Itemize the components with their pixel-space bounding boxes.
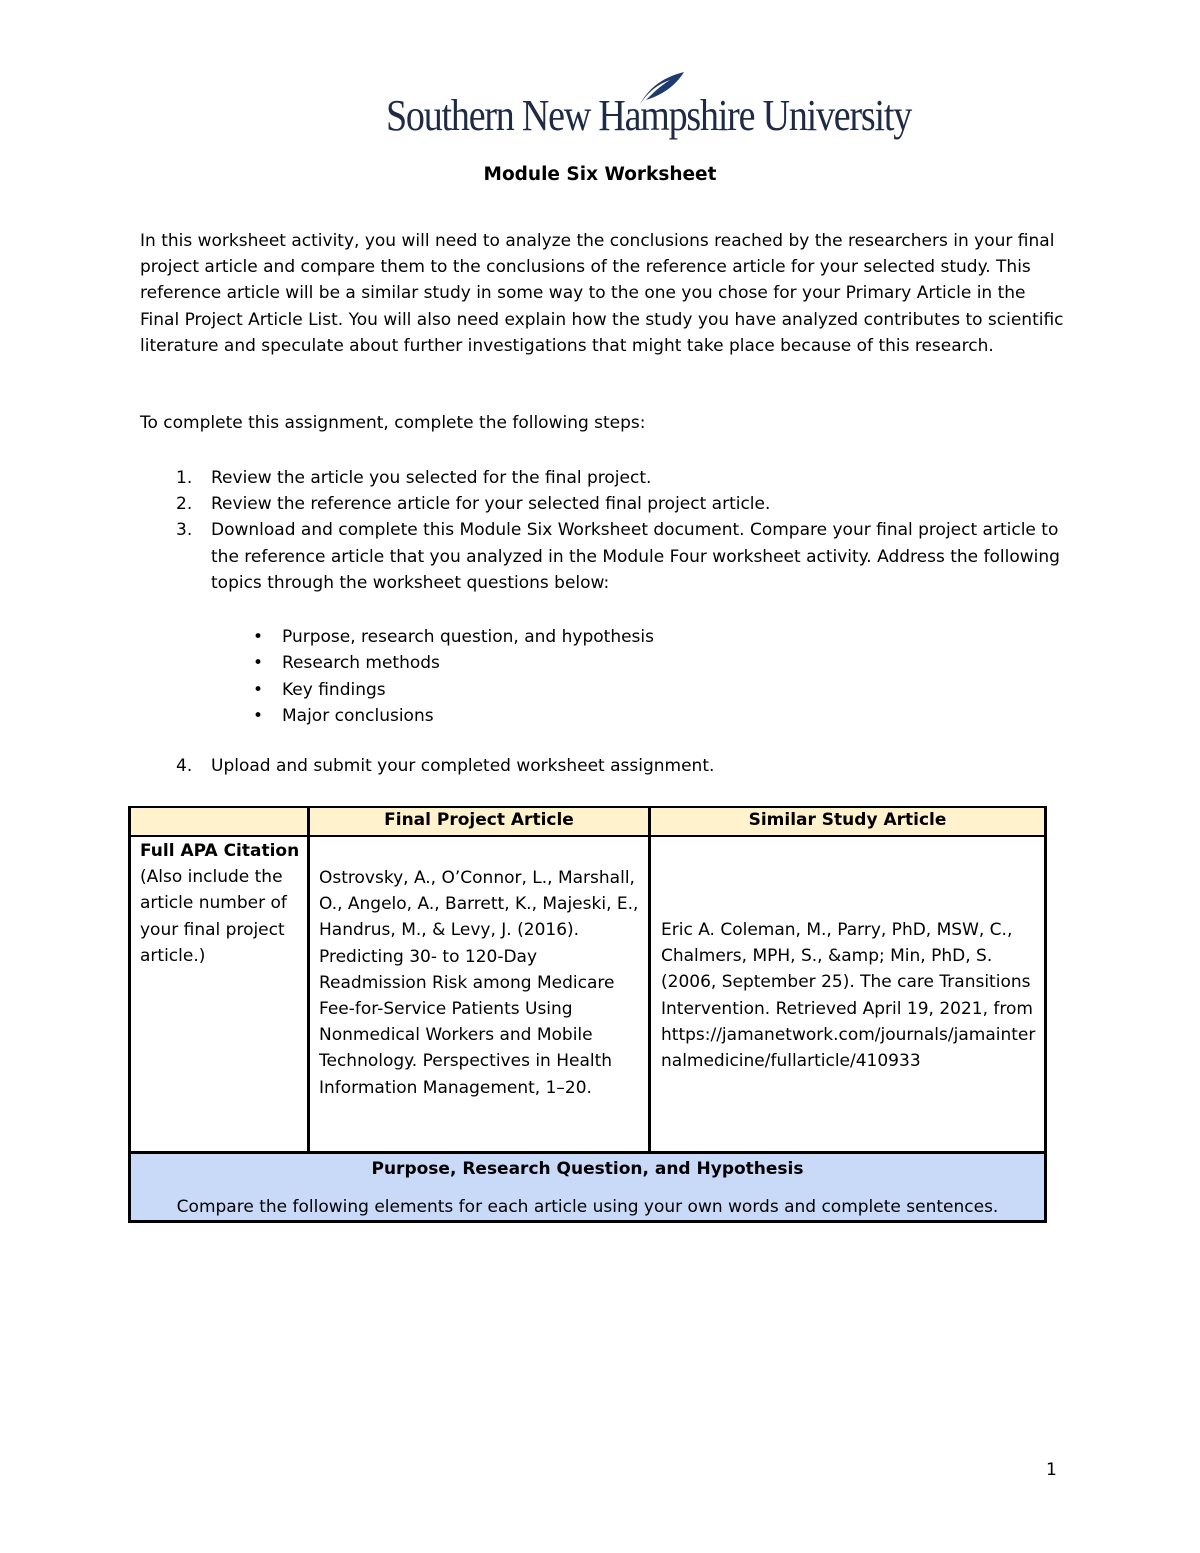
step-item: [140, 465, 1070, 491]
topic-text: Key findings: [282, 679, 386, 700]
table-border-top: [128, 806, 1047, 808]
section-title: Purpose, Research Question, and Hypothesis: [371, 1159, 804, 1179]
document-title: Module Six Worksheet: [483, 164, 717, 185]
header-similar-study-article: Similar Study Article: [748, 810, 947, 830]
table-border-bottom: [128, 1220, 1047, 1223]
step-item: [140, 491, 1070, 517]
topic-text: Purpose, research question, and hypothesis: [282, 627, 654, 647]
page-number: 1: [1046, 1460, 1057, 1480]
row-label-cell: [140, 838, 305, 969]
intro-paragraph: In this worksheet activity, you will need to analyze the conclusions reached by the researchers in your final project article and compare them to the conclusions of the reference article for your selected study. This reference article will be a similar study in some way to the one you chose for your Primary Article in the Final Project Article List. You will also need explain how the study you have analyzed contributes to scientific literature and speculate about further investigations that might take place because of this research.: [140, 231, 1064, 356]
step-text: Upload and submit your completed worksheet assignment.: [211, 756, 715, 776]
topic-item: [140, 624, 654, 650]
steps-list: [140, 465, 1070, 596]
bullet-icon: •: [253, 679, 264, 700]
header-final-project-article: Final Project Article: [384, 810, 574, 830]
step-text: Review the reference article for your selected final project article.: [211, 494, 771, 515]
row-label-note: (Also include the article number of your final project article.): [140, 867, 287, 966]
leaf-quill-icon: [634, 70, 686, 106]
university-logo: [386, 70, 912, 141]
step-text: Review the article you selected for the final project.: [211, 468, 652, 488]
table-border-section: [128, 1151, 1047, 1154]
table-column-divider: [648, 806, 651, 1153]
bullet-icon: •: [253, 705, 264, 726]
bullet-icon: •: [253, 653, 264, 674]
topic-item: [140, 677, 654, 703]
topic-text: Research methods: [282, 653, 440, 674]
step-number: 1.: [176, 468, 193, 488]
table-column-divider: [307, 806, 310, 1153]
similar-article-citation: Eric A. Coleman, M., Parry, PhD, MSW, C., Chalmers, MPH, S., &amp; Min, PhD, S. (2006, September 25). The care Transitions Intervention. Retrieved April 19, 2021, from https://jamanetwork.com/journals/jamainternalmedicine/fullarticle/410933: [661, 920, 1036, 1072]
row-label-title: Full APA Citation: [140, 841, 300, 861]
worksheet-table: [128, 806, 1047, 1222]
topics-list: [140, 624, 654, 729]
step-text: Download and complete this Module Six Worksheet document. Compare your final project article to the reference article that you analyzed in the Module Four worksheet activity. Address the following topics through the worksheet questions below:: [211, 520, 1060, 593]
topic-text: Major conclusions: [282, 705, 434, 726]
bullet-icon: •: [253, 627, 264, 647]
step-number: 3.: [176, 520, 193, 541]
step-number: 4.: [176, 756, 193, 776]
step-item: [140, 517, 1070, 596]
table-border-header: [128, 835, 1047, 837]
final-article-citation: Ostrovsky, A., O’Connor, L., Marshall, O., Angelo, A., Barrett, K., Majeski, E., Handrus, M., & Levy, J. (2016). Predicting 30- to 120-Day Readmission Risk among Medicare Fee-for-Service Patients Using Nonmedical Workers and Mobile Technology. Perspectives in Health Information Management, 1–20.: [319, 868, 639, 1098]
logo-text: Southern New Hampshire University: [386, 91, 912, 141]
steps-lead: To complete this assignment, complete the following steps:: [140, 413, 646, 433]
section-instruction: Compare the following elements for each article using your own words and complete sentences.: [176, 1197, 999, 1217]
topic-item: [140, 703, 654, 729]
step-number: 2.: [176, 494, 193, 515]
topic-item: [140, 650, 654, 676]
